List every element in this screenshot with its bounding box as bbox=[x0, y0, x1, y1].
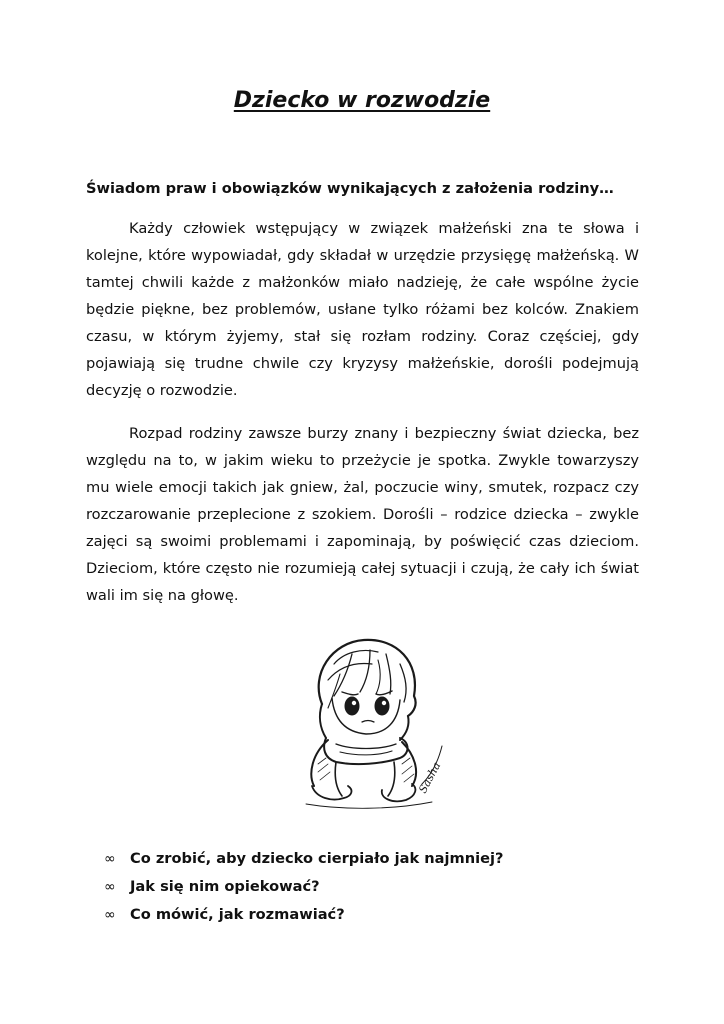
list-item bbox=[104, 901, 503, 929]
question-text: Jak się nim opiekować? bbox=[130, 878, 320, 895]
sad-child-sketch-icon bbox=[282, 634, 452, 814]
infinity-bullet-icon: ∞ bbox=[104, 879, 116, 895]
list-item bbox=[104, 873, 503, 901]
question-list bbox=[104, 845, 503, 929]
infinity-bullet-icon: ∞ bbox=[104, 907, 116, 923]
infinity-bullet-icon: ∞ bbox=[104, 851, 116, 867]
question-text: Co mówić, jak rozmawiać? bbox=[130, 906, 345, 923]
paragraph-1: Każdy człowiek wstępujący w związek małżeński zna te słowa i kolejne, które wypowiadał, gdy składał w urzędzie przysięgę małżeńską. W tamtej chwili każde z małżonków miało nadzieję, że całe wspólne życie będzie piękne, bez problemów, usłane tylko różami bez kolców. Znakiem czasu, w którym żyjemy, stał się rozłam rodziny. Coraz częściej, gdy pojawiają się trudne chwile czy kryzysy małżeńskie, dorośli podejmują decyzję o rozwodzie. bbox=[86, 220, 639, 399]
question-text: Co zrobić, aby dziecko cierpiało jak najmniej? bbox=[130, 850, 504, 867]
list-item bbox=[104, 845, 503, 873]
document-subtitle: Świadom praw i obowiązków wynikających z założenia rodziny… bbox=[86, 180, 614, 197]
paragraph-2: Rozpad rodziny zawsze burzy znany i bezpieczny świat dziecka, bez względu na to, w jakim wieku to przeżycie je spotka. Zwykle towarzyszy mu wiele emocji takich jak gniew, żal, poczucie winy, smutek, rozpacz czy rozczarowanie przeplecione z szokiem. Dorośli – rodzice dziecka – zwykle zajęci są swoimi problemami i zapominają, by poświęcić czas dzieciom. Dzieciom, które często nie rozumieją całej sytuacji i czują, że cały ich świat wali im się na głowę. bbox=[86, 425, 639, 604]
illustration-signature: Sasha bbox=[416, 759, 444, 796]
document-title: Dziecko w rozwodzie bbox=[233, 88, 491, 113]
